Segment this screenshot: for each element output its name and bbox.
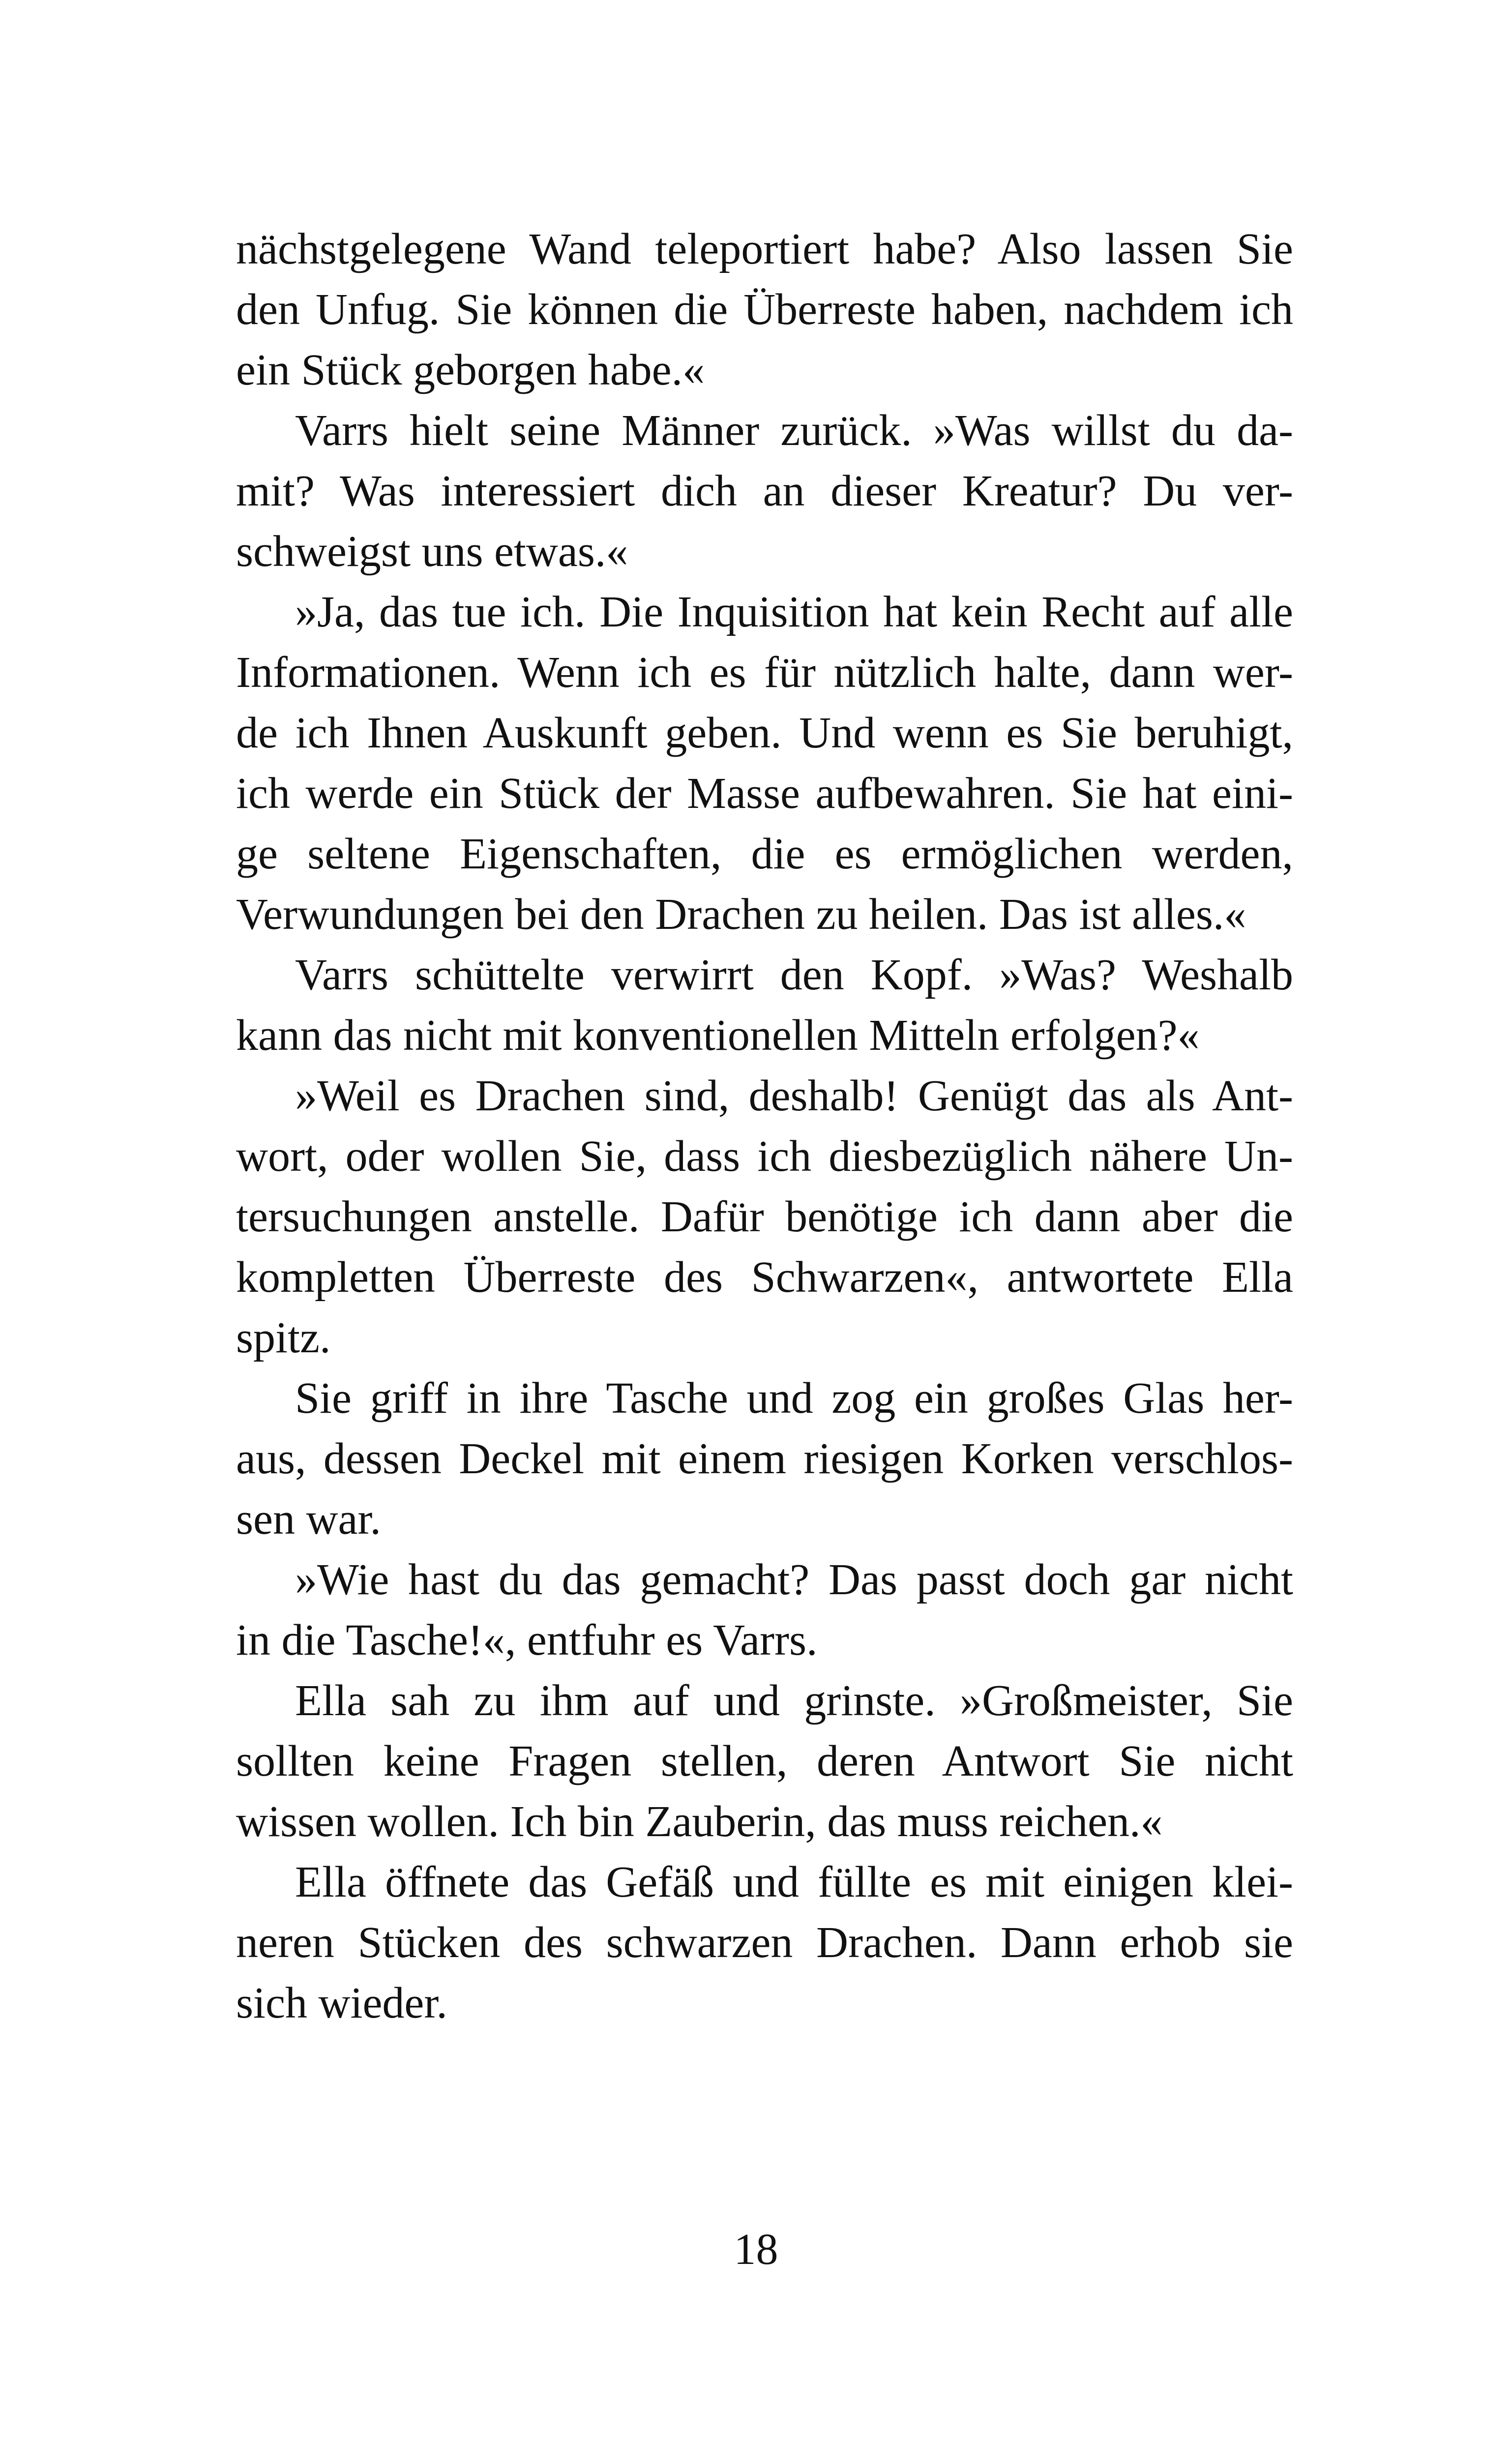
text-line: ein Stück geborgen habe.«: [236, 346, 705, 394]
text-line: in die Tasche!«, entfuhr es Varrs.: [236, 1616, 818, 1665]
text-line: de ich Ihnen Auskunft geben. Und wenn es Sie beruhigt,: [236, 709, 1293, 757]
text-line: sollten keine Fragen stellen, deren Antwort Sie nicht: [236, 1737, 1293, 1785]
text-line: Varrs schüttelte verwirrt den Kopf. »Was? Weshalb: [295, 951, 1293, 999]
paragraph-7: [236, 1549, 1293, 1670]
text-line: Informationen. Wenn ich es für nützlich halte, dann wer-: [236, 648, 1293, 697]
text-line: spitz.: [236, 1313, 331, 1362]
text-line: Sie griff in ihre Tasche und zog ein großes Glas her-: [295, 1374, 1293, 1423]
text-line: sen war.: [236, 1495, 381, 1544]
paragraph-6: [236, 1368, 1293, 1549]
body-text: [236, 219, 1293, 2033]
text-line: sich wieder.: [236, 1979, 447, 2027]
text-line: den Unfug. Sie können die Überreste haben, nachdem ich: [236, 285, 1293, 334]
text-line: ich werde ein Stück der Masse aufbewahren. Sie hat eini-: [236, 769, 1293, 818]
text-line: kann das nicht mit konventionellen Mitteln erfolgen?«: [236, 1011, 1200, 1060]
paragraph-1: [236, 219, 1293, 400]
text-line: »Ja, das tue ich. Die Inquisition hat kein Recht auf alle: [295, 588, 1293, 636]
text-line: Varrs hielt seine Männer zurück. »Was willst du da-: [295, 406, 1293, 455]
text-line: »Weil es Drachen sind, deshalb! Genügt das als Ant-: [295, 1071, 1293, 1120]
paragraph-4: [236, 945, 1293, 1066]
paragraph-2: [236, 400, 1293, 582]
text-line: »Wie hast du das gemacht? Das passt doch gar nicht: [295, 1555, 1293, 1604]
paragraph-3: [236, 582, 1293, 945]
page-number: 18: [734, 2225, 778, 2274]
paragraph-5: [236, 1066, 1293, 1368]
text-line: aus, dessen Deckel mit einem riesigen Korken verschlos-: [236, 1434, 1293, 1483]
paragraph-9: [236, 1852, 1293, 2033]
text-line: neren Stücken des schwarzen Drachen. Dann erhob sie: [236, 1918, 1293, 1967]
text-line: Ella öffnete das Gefäß und füllte es mit einigen klei-: [295, 1858, 1293, 1906]
text-line: schweigst uns etwas.«: [236, 527, 628, 576]
text-line: Ella sah zu ihm auf und grinste. »Großmeister, Sie: [295, 1676, 1293, 1725]
text-line: wort, oder wollen Sie, dass ich diesbezüglich nähere Un-: [236, 1132, 1293, 1181]
text-line: ge seltene Eigenschaften, die es ermöglichen werden,: [236, 830, 1293, 878]
text-line: tersuchungen anstelle. Dafür benötige ich dann aber die: [236, 1192, 1293, 1241]
text-line: kompletten Überreste des Schwarzen«, antwortete Ella: [236, 1253, 1293, 1302]
text-line: Verwundungen bei den Drachen zu heilen. Das ist alles.«: [236, 890, 1246, 939]
text-line: wissen wollen. Ich bin Zauberin, das muss reichen.«: [236, 1797, 1163, 1846]
paragraph-8: [236, 1670, 1293, 1852]
text-line: nächstgelegene Wand teleportiert habe? Also lassen Sie: [236, 225, 1293, 273]
text-line: mit? Was interessiert dich an dieser Kreatur? Du ver-: [236, 467, 1293, 515]
